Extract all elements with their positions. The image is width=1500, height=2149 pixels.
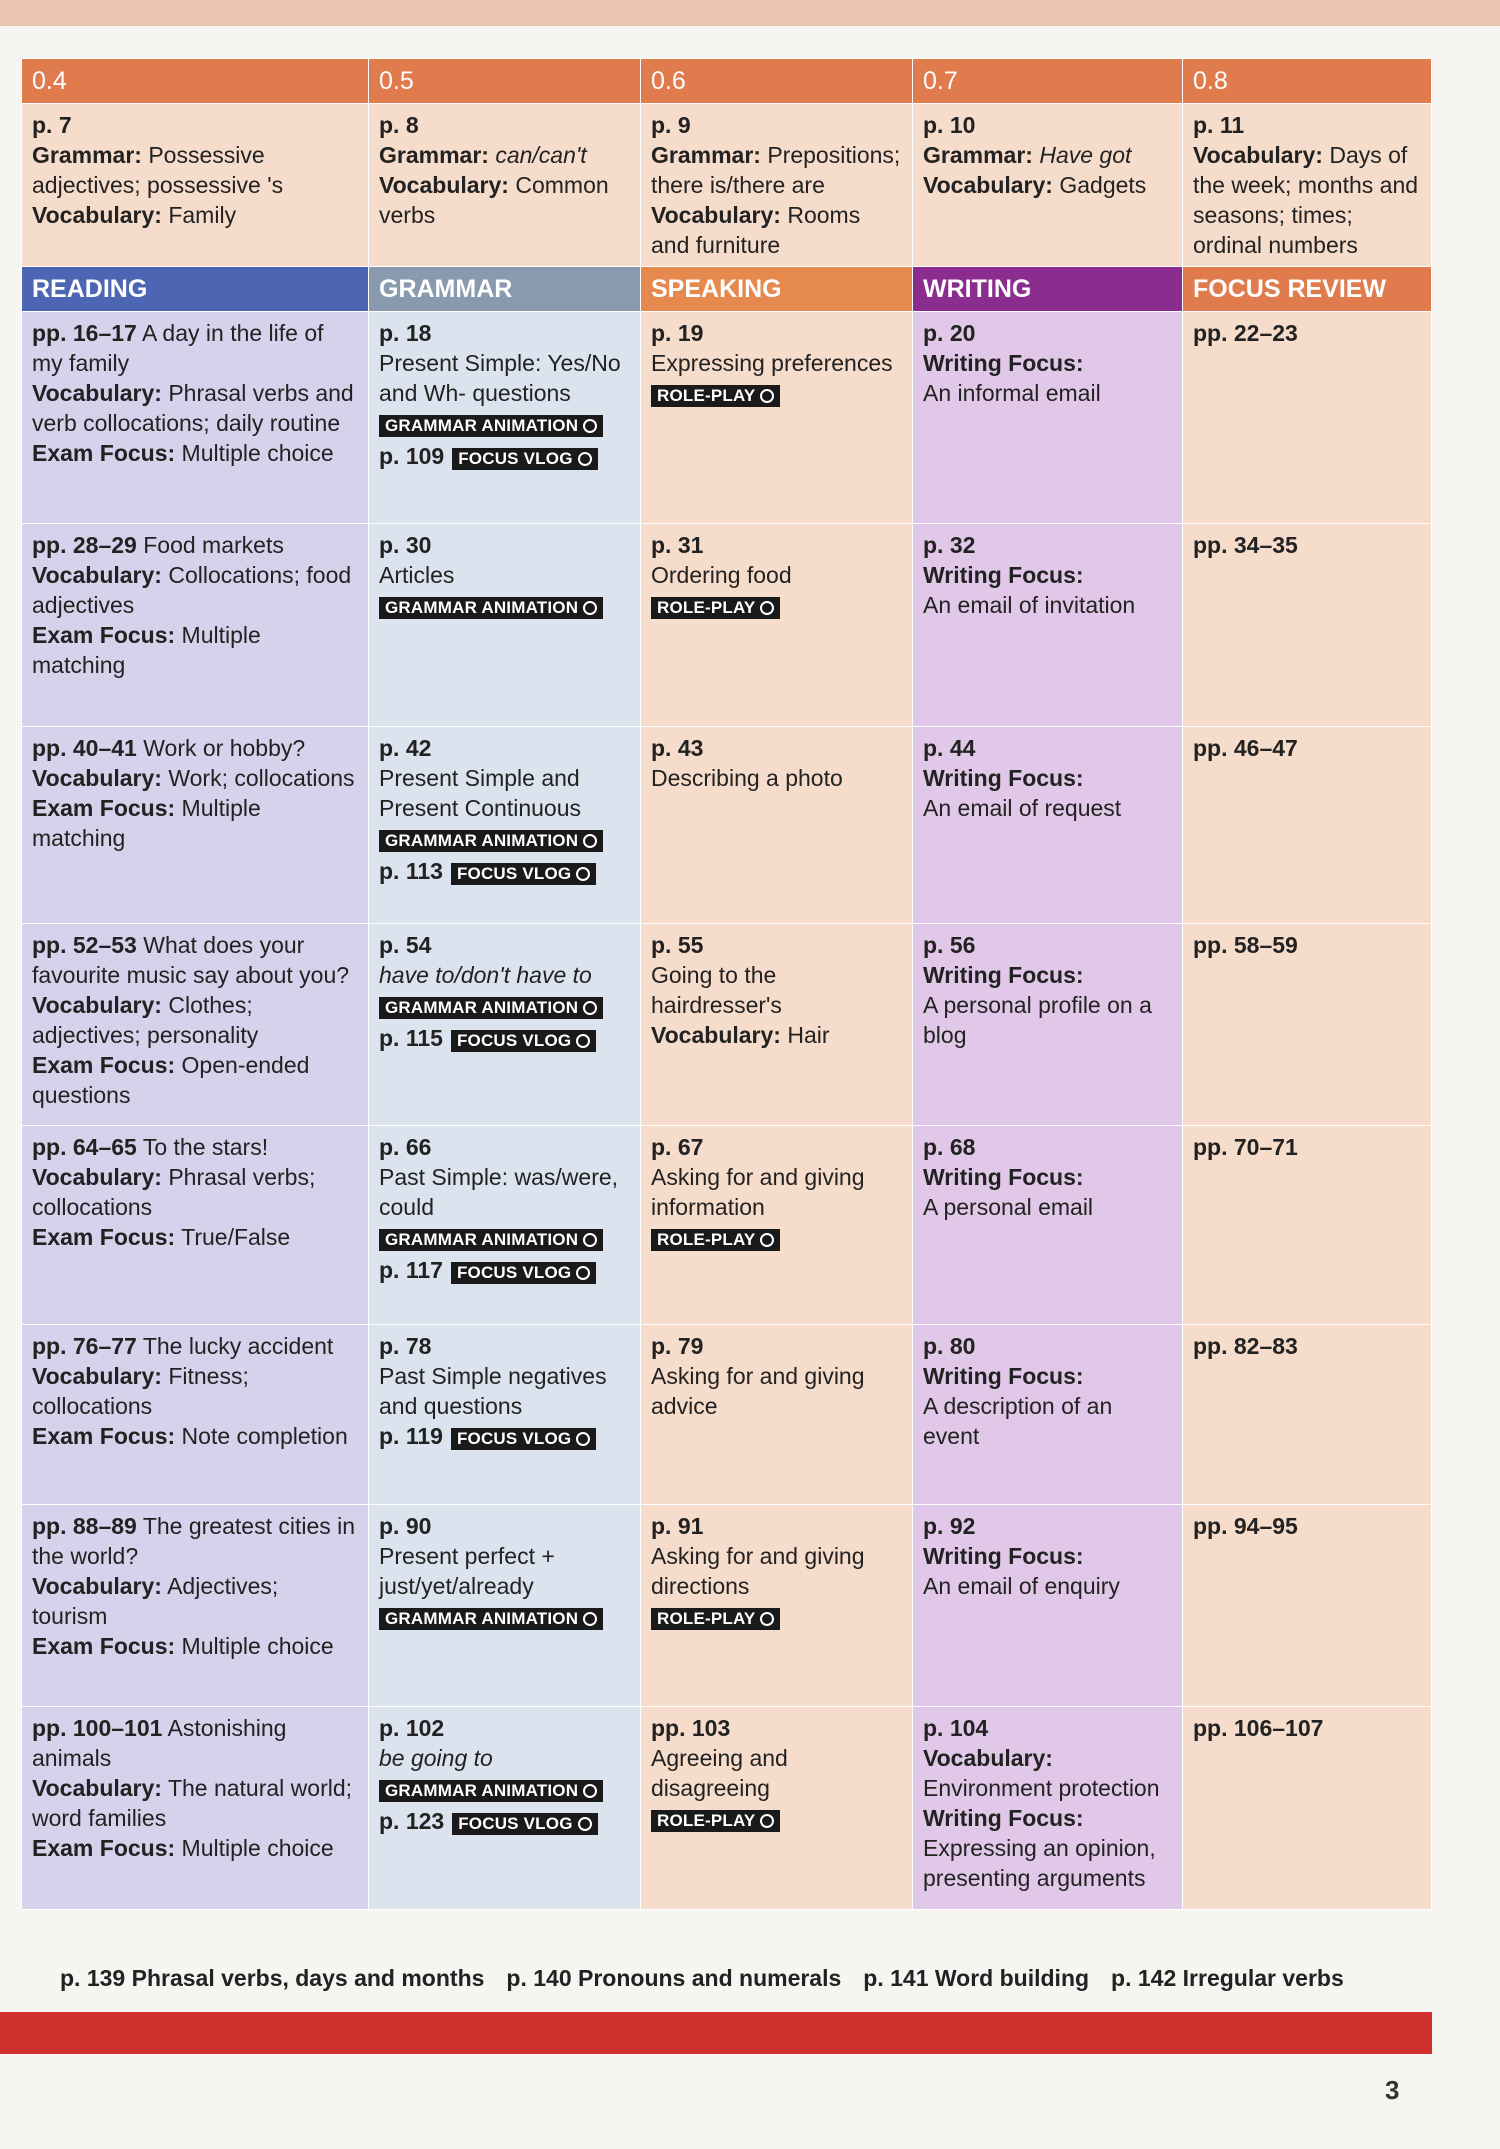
reading-exam: Exam Focus: Open-ended questions (32, 1052, 310, 1108)
reading-cell (22, 524, 369, 727)
play-icon (760, 601, 774, 615)
writing-cell (913, 312, 1183, 524)
reading-title: pp. 16–17 A day in the life of my family (32, 320, 324, 376)
footer-item: p. 139 Phrasal verbs, days and months (60, 1965, 485, 1991)
play-icon (576, 1034, 590, 1048)
unit-number: 0.6 (641, 59, 913, 104)
page-ref: pp. 82–83 (1193, 1333, 1298, 1359)
page-ref: p. 43 (651, 735, 704, 761)
unit-number: 0.5 (369, 59, 641, 104)
play-icon (583, 601, 597, 615)
focus-review-cell (1183, 312, 1432, 524)
writing-cell (913, 1126, 1183, 1325)
page-ref: p. 67 (651, 1134, 704, 1160)
reading-title: pp. 52–53 What does your favourite music say about you? (32, 932, 350, 988)
footer-red-bar (0, 2012, 1432, 2054)
speaking-cell (641, 1126, 913, 1325)
reading-vocab: Vocabulary: Work; collocations (32, 765, 355, 791)
intro-number-row (22, 59, 1432, 104)
roleplay-badge: ROLE-PLAY (651, 1810, 780, 1832)
page-ref: p. 30 (379, 532, 432, 558)
page-ref: p. 68 (923, 1134, 976, 1160)
reading-exam: Exam Focus: True/False (32, 1224, 291, 1250)
unit-row (22, 1505, 1432, 1707)
grammar-cell (369, 1707, 641, 1910)
intro-line: Vocabulary: Gadgets (923, 172, 1147, 198)
vlog-page-ref: p. 117 (379, 1257, 443, 1283)
page-ref: p. 80 (923, 1333, 976, 1359)
reading-exam: Exam Focus: Multiple matching (32, 795, 261, 851)
writing-topic: Expressing an opinion, presenting arguments (923, 1835, 1156, 1891)
reading-cell (22, 727, 369, 924)
reading-title: pp. 88–89 The greatest cities in the world? (32, 1513, 356, 1569)
intro-content-row (22, 104, 1432, 267)
speaking-cell (641, 1325, 913, 1505)
page-ref: p. 20 (923, 320, 976, 346)
header-writing: WRITING (913, 267, 1183, 312)
vlog-badge: FOCUS VLOG (452, 448, 597, 470)
page-ref: p. 54 (379, 932, 432, 958)
page-ref: p. 92 (923, 1513, 976, 1539)
grammar-cell (369, 727, 641, 924)
page-ref: p. 56 (923, 932, 976, 958)
speaking-cell (641, 1707, 913, 1910)
intro-line: Vocabulary: Rooms and furniture (651, 202, 861, 258)
speaking-vocab: Vocabulary: Hair (651, 1022, 830, 1048)
reading-cell (22, 1505, 369, 1707)
focus-review-cell (1183, 924, 1432, 1126)
page-ref: p. 91 (651, 1513, 704, 1539)
play-icon (576, 1432, 590, 1446)
reading-vocab: Vocabulary: Phrasal verbs; collocations (32, 1164, 316, 1220)
focus-review-cell (1183, 1126, 1432, 1325)
grammar-badge: GRAMMAR ANIMATION (379, 1780, 603, 1802)
grammar-cell (369, 524, 641, 727)
grammar-topic: be going to (379, 1745, 493, 1771)
unit-row (22, 1126, 1432, 1325)
intro-line: Grammar: Possessive adjectives; possessive 's (32, 142, 284, 198)
roleplay-badge: ROLE-PLAY (651, 385, 780, 407)
writing-focus-label: Writing Focus: (923, 350, 1084, 376)
intro-cell (22, 104, 369, 267)
vlog-page-ref: p. 115 (379, 1025, 443, 1051)
speaking-topic: Agreeing and disagreeing (651, 1745, 788, 1801)
grammar-topic: Present perfect + just/yet/already (379, 1543, 555, 1599)
speaking-topic: Ordering food (651, 562, 792, 588)
speaking-cell (641, 312, 913, 524)
intro-line: Grammar: Have got (923, 142, 1132, 168)
grammar-badge: GRAMMAR ANIMATION (379, 597, 603, 619)
page-ref: p. 78 (379, 1333, 432, 1359)
speaking-topic: Going to the hairdresser's (651, 962, 782, 1018)
page-ref: pp. 34–35 (1193, 532, 1298, 558)
intro-line: Vocabulary: Days of the week; months and seasons; times; ordinal numbers (1193, 142, 1419, 258)
page-ref: pp. 46–47 (1193, 735, 1298, 761)
reading-title: pp. 76–77 The lucky accident (32, 1333, 334, 1359)
grammar-topic: Past Simple negatives and questions (379, 1363, 607, 1419)
writing-topic: A personal profile on a blog (923, 992, 1152, 1048)
speaking-topic: Asking for and giving information (651, 1164, 865, 1220)
reading-title: pp. 100–101 Astonishing animals (32, 1715, 287, 1771)
page-ref: p. 55 (651, 932, 704, 958)
reading-title: pp. 28–29 Food markets (32, 532, 284, 558)
writing-topic: An email of invitation (923, 592, 1136, 618)
reading-exam: Exam Focus: Multiple choice (32, 1835, 334, 1861)
writing-focus-label: Writing Focus: (923, 962, 1084, 988)
play-icon (760, 1233, 774, 1247)
writing-cell (913, 1325, 1183, 1505)
grammar-cell (369, 1126, 641, 1325)
play-icon (576, 1266, 590, 1280)
grammar-badge: GRAMMAR ANIMATION (379, 1608, 603, 1630)
grammar-cell (369, 312, 641, 524)
vlog-page-ref: p. 109 (379, 443, 445, 469)
page-ref: pp. 58–59 (1193, 932, 1298, 958)
vlog-badge: FOCUS VLOG (451, 863, 596, 885)
writing-topic: An email of enquiry (923, 1573, 1120, 1599)
writing-cell (913, 524, 1183, 727)
page-ref: p. 66 (379, 1134, 432, 1160)
reading-vocab: Vocabulary: Fitness; collocations (32, 1363, 249, 1419)
reading-vocab: Vocabulary: The natural world; word families (32, 1775, 353, 1831)
page-ref: p. 32 (923, 532, 976, 558)
vlog-page-ref: p. 123 (379, 1808, 445, 1834)
page-ref: p. 7 (32, 112, 72, 138)
unit-number: 0.8 (1183, 59, 1432, 104)
focus-review-cell (1183, 1505, 1432, 1707)
grammar-topic: have to/don't have to (379, 962, 592, 988)
unit-row (22, 524, 1432, 727)
speaking-topic: Expressing preferences (651, 350, 893, 376)
grammar-badge: GRAMMAR ANIMATION (379, 997, 603, 1019)
writing-focus-label: Writing Focus: (923, 1164, 1084, 1190)
play-icon (760, 1612, 774, 1626)
speaking-topic: Asking for and giving directions (651, 1543, 865, 1599)
page-ref: p. 11 (1193, 112, 1245, 138)
writing-topic: A description of an event (923, 1393, 1113, 1449)
page-ref: p. 19 (651, 320, 704, 346)
page-ref: p. 9 (651, 112, 691, 138)
unit-row (22, 924, 1432, 1126)
writing-cell (913, 727, 1183, 924)
speaking-cell (641, 924, 913, 1126)
unit-row (22, 727, 1432, 924)
page-ref: p. 79 (651, 1333, 704, 1359)
reading-cell (22, 1325, 369, 1505)
writing-focus-label: Writing Focus: (923, 562, 1084, 588)
writing-cell (913, 1505, 1183, 1707)
play-icon (583, 1233, 597, 1247)
reading-title: pp. 64–65 To the stars! (32, 1134, 269, 1160)
page-ref: p. 8 (379, 112, 419, 138)
speaking-cell (641, 524, 913, 727)
writing-focus-label: Writing Focus: (923, 1363, 1084, 1389)
speaking-cell (641, 1505, 913, 1707)
play-icon (578, 452, 592, 466)
reading-title: pp. 40–41 Work or hobby? (32, 735, 306, 761)
reading-cell (22, 1707, 369, 1910)
writing-cell (913, 924, 1183, 1126)
grammar-badge: GRAMMAR ANIMATION (379, 415, 603, 437)
page-number: 3 (1385, 2075, 1400, 2105)
header-reading: READING (22, 267, 369, 312)
page-ref: pp. 103 (651, 1715, 731, 1741)
page-ref: p. 102 (379, 1715, 445, 1741)
roleplay-badge: ROLE-PLAY (651, 1229, 780, 1251)
focus-review-cell (1183, 524, 1432, 727)
intro-cell (369, 104, 641, 267)
writing-cell: p. 104 Vocabulary: Environment protection Writing Focus: Expressing an opinion, presenting arguments (913, 1707, 1183, 1910)
grammar-badge: GRAMMAR ANIMATION (379, 830, 603, 852)
contents-table-wrap (21, 58, 1431, 1910)
unit-rows (22, 312, 1432, 1910)
focus-review-cell (1183, 1707, 1432, 1910)
roleplay-badge: ROLE-PLAY (651, 597, 780, 619)
grammar-topic: Past Simple: was/were, could (379, 1164, 619, 1220)
page-ref: p. 90 (379, 1513, 432, 1539)
reading-exam: Exam Focus: Multiple matching (32, 622, 261, 678)
page-ref: p. 42 (379, 735, 432, 761)
roleplay-badge: ROLE-PLAY (651, 1608, 780, 1630)
intro-cell (641, 104, 913, 267)
speaking-topic: Asking for and giving advice (651, 1363, 865, 1419)
play-icon (583, 1612, 597, 1626)
grammar-cell (369, 1325, 641, 1505)
play-icon (576, 867, 590, 881)
reading-cell (22, 312, 369, 524)
writing-topic: An informal email (923, 380, 1101, 406)
reading-cell (22, 924, 369, 1126)
page-ref: p. 18 (379, 320, 432, 346)
intro-line: Grammar: Prepositions; there is/there are (651, 142, 901, 198)
vlog-page-ref: p. 119 (379, 1423, 443, 1449)
reading-exam: Exam Focus: Multiple choice (32, 440, 334, 466)
grammar-cell (369, 924, 641, 1126)
page-ref: pp. 94–95 (1193, 1513, 1298, 1539)
intro-cell (913, 104, 1183, 267)
section-header-row (22, 267, 1432, 312)
speaking-topic: Describing a photo (651, 765, 843, 791)
grammar-topic: Articles (379, 562, 455, 588)
intro-cell (1183, 104, 1432, 267)
reading-exam: Exam Focus: Multiple choice (32, 1633, 334, 1659)
reading-cell (22, 1126, 369, 1325)
intro-line: Vocabulary: Family (32, 202, 237, 228)
vlog-badge: FOCUS VLOG (451, 1428, 596, 1450)
intro-line: Vocabulary: Common verbs (379, 172, 609, 228)
writing-topic: An email of request (923, 795, 1122, 821)
page-ref: p. 104 (923, 1715, 989, 1741)
footer-item: p. 140 Pronouns and numerals (506, 1965, 842, 1991)
footer-item: p. 141 Word building (863, 1965, 1090, 1991)
vlog-badge: FOCUS VLOG (452, 1813, 597, 1835)
unit-row (22, 1325, 1432, 1505)
page-ref: pp. 22–23 (1193, 320, 1298, 346)
unit-number: 0.7 (913, 59, 1183, 104)
appendix-footer (60, 1965, 1440, 1992)
play-icon (760, 389, 774, 403)
reading-vocab: Vocabulary: Collocations; food adjectives (32, 562, 352, 618)
header-focus-review: FOCUS REVIEW (1183, 267, 1432, 312)
writing-focus-label: Writing Focus: (923, 1543, 1084, 1569)
play-icon (578, 1817, 592, 1831)
intro-line: Grammar: can/can't (379, 142, 587, 168)
vlog-badge: FOCUS VLOG (451, 1030, 596, 1052)
page-ref: p. 10 (923, 112, 976, 138)
writing-topic: A personal email (923, 1194, 1094, 1220)
page-ref: p. 31 (651, 532, 704, 558)
focus-review-cell (1183, 1325, 1432, 1505)
contents-table (21, 58, 1432, 1910)
footer-item: p. 142 Irregular verbs (1111, 1965, 1344, 1991)
top-decor-bar (0, 0, 1500, 26)
header-speaking: SPEAKING (641, 267, 913, 312)
reading-vocab: Vocabulary: Clothes; adjectives; personality (32, 992, 259, 1048)
grammar-topic: Present Simple: Yes/No and Wh- questions (379, 350, 621, 406)
reading-exam: Exam Focus: Note completion (32, 1423, 348, 1449)
play-icon (583, 1784, 597, 1798)
unit-row (22, 312, 1432, 524)
grammar-badge: GRAMMAR ANIMATION (379, 1229, 603, 1251)
grammar-cell (369, 1505, 641, 1707)
vlog-badge: FOCUS VLOG (451, 1262, 596, 1284)
play-icon (760, 1814, 774, 1828)
play-icon (583, 834, 597, 848)
reading-vocab: Vocabulary: Phrasal verbs and verb collocations; daily routine (32, 380, 354, 436)
page-ref: p. 44 (923, 735, 976, 761)
vlog-page-ref: p. 113 (379, 858, 443, 884)
header-grammar: GRAMMAR (369, 267, 641, 312)
page-ref: pp. 70–71 (1193, 1134, 1298, 1160)
play-icon (583, 1001, 597, 1015)
unit-row (22, 1707, 1432, 1910)
reading-vocab: Vocabulary: Adjectives; tourism (32, 1573, 279, 1629)
page-ref: pp. 106–107 (1193, 1715, 1324, 1741)
writing-focus-label: Writing Focus: (923, 765, 1084, 791)
grammar-topic: Present Simple and Present Continuous (379, 765, 582, 821)
play-icon (583, 419, 597, 433)
unit-number: 0.4 (22, 59, 369, 104)
focus-review-cell (1183, 727, 1432, 924)
writing-focus-label: Writing Focus: (923, 1805, 1084, 1831)
speaking-cell (641, 727, 913, 924)
